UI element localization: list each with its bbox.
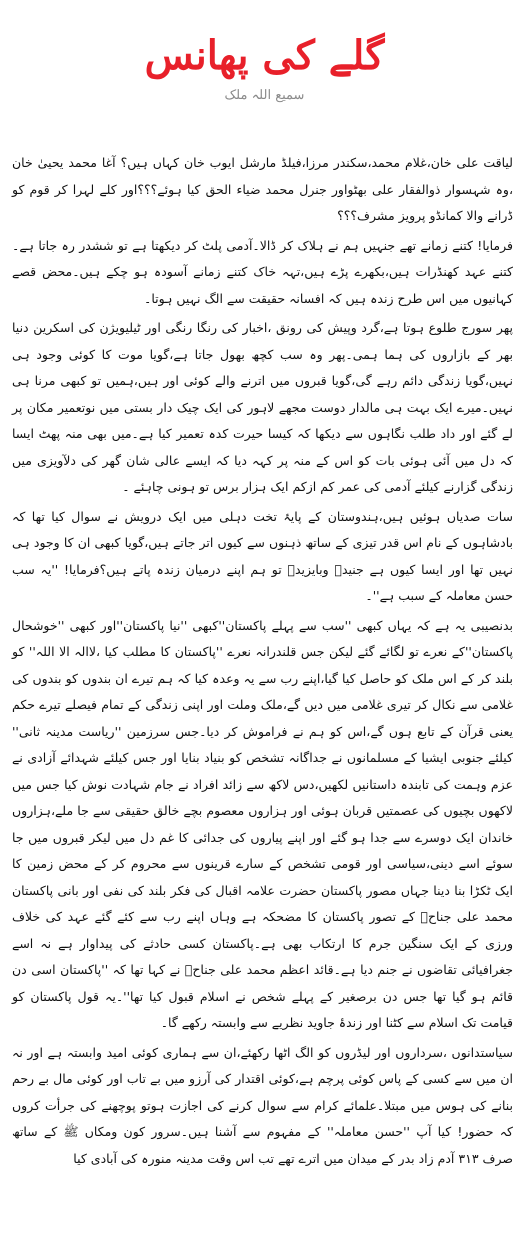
paragraph: فرمایا! کتنے زمانے تھے جنہیں ہم نے ہلاک کر ڈالا۔آدمی پلٹ کر دیکھتا ہے تو ششدر رہ جاتا ہے۔ کتنے عہد کھنڈرات ہیں،بکھرے پڑے ہیں،تہہ خاک کتنے زمانے آسودہ ہو چکے ہیں۔محض قصے کہانیوں میں اس طرح زندہ ہیں کہ افسانہ حقیقت سے الگ نہیں ہوتا۔	[12, 237, 513, 306]
paragraph: سیاستدانوں ،سرداروں اور لیڈروں کو الگ اٹھا رکھئے،ان سے ہماری کوئی امید وابستہ ہے اور نہ ان میں سے کسی کے پاس کوئی پرچم ہے،کوئی اقتدار کی آرزو میں بے تاب اور کوئی مال بے رحم بنانے کی ہوس میں مبتلا۔علمائے کرام سے سوال کرنے کی اجازت ہوتو پوچھنے کی جرأت کروں کہ حضور! کیا آپ ''حسن معاملہ'' کے مفہوم سے آشنا ہیں۔سرور کون ومکاں ﷺ کے ساتھ صرف ۳۱۳ آدم زاد بدر کے میدان میں اترے تھے تب اس وقت مدینہ منورہ کی آبادی کیا	[12, 1044, 513, 1166]
paragraph: سات صدیاں ہوئیں ہیں،ہندوستان کے پایۂ تخت دہلی میں ایک درویش نے سوال کیا تھا کہ بادشاہوں کے نام اس قدر تیزی کے ساتھ ذہنوں سے کیوں اتر جاتے ہیں،گویا کبھی ان کا وجود ہی نہیں تھا اور ایسا کیوں ہے جنیدؒ وبایزیدؒ تو ہم اپنے درمیان زندہ پاتے ہیں؟فرمایا! ''یہ سب حسن معاملہ کے سبب ہے''۔	[12, 508, 513, 603]
paragraph: بدنصیبی یہ ہے کہ یہاں کبھی ''سب سے پہلے پاکستان''کبھی ''نیا پاکستان''اور کبھی ''خوشحال پاکستان''کے نعرے تو لگائے گئے لیکن جس قلندرانہ نعرے ''پاکستان کا مطلب کیا ،لاالہ الا اللہ'' کو بلند کر کے اس ملک کو حاصل کیا گیا،اپنے رب سے یہ وعدہ کیا کہ ہم تیرے ان بندوں کو بندوں کی غلامی سے نکال کر تیری غلامی میں دیں گے،ملک وملت اور اپنی زندگی کے تمام فیصلے تیرے حکم یعنی قرآن کے تابع ہوں گے،اس کو ہم نے فراموش کر دیا۔جس سرزمین ''ریاست مدینہ ثانی'' کیلئے جنوبی ایشیا کے مسلمانوں نے جداگانہ تشخص کو بنیاد بنایا اور جس کیلئے شہدائے آزادی نے عزم وہمت کی تابندہ داستانیں لکھیں،دس لاکھ سے زائد افراد نے جام شہادت نوش کیا جس میں لاکھوں بچیوں کی عصمتیں قربان ہوئی اور ہزاروں معصوم بچے خالق حقیقی سے جا ملے،ہزاروں خاندان ایک دوسرے سے جدا ہو گئے اور اپنے پیاروں کی جدائی کا غم دل میں لیکر قبروں میں جا سوئے اسے دینی،سیاسی اور قومی تشخص کے سارے قرینوں سے محروم کر کے محض زمین کا ایک ٹکڑا بنا دینا جہاں مصور پاکستان حضرت علامہ اقبال کی فکر بلند کی نفی اور بانی پاکستان محمد علی جناحؒ کے تصور پاکستان کا مضحکہ ہے وہاں اپنے رب سے کئے گئے عہد کی خلاف ورزی کے ایک سنگین جرم کا ارتکاب بھی ہے۔پاکستان کسی حادثے کی پیداوار ہے نہ اسے جغرافیائی تقاضوں نے جنم دیا ہے۔قائد اعظم محمد علی جناحؒ نے کہا تھا کہ ''پاکستان اسی دن قائم ہو گیا تھا جس دن برصغیر کے پہلے شخص نے اسلام قبول کیا تھا''۔یہ قول پاکستان کو قیامت تک اسلام سے کٹنا اور زندۂ جاوید نظریے سے وابستہ رکھے گا۔	[12, 617, 513, 1030]
article-title: گلے کی پھانس	[144, 32, 385, 79]
article-body	[0, 150, 529, 1172]
paragraph: لیاقت علی خان،غلام محمد،سکندر مرزا،فیلڈ مارشل ایوب خان کہاں ہیں؟ آغا محمد یحییٰ خان ،وہ شہسوار ذوالفقار علی بھٹواور جنرل محمد ضیاء الحق کیا ہوئے؟؟؟اور کلے لہرا کر قوم کو ڈرانے والا کمانڈو پرویز مشرف؟؟؟	[12, 155, 513, 223]
paragraph: پھر سورج طلوع ہوتا ہے،گرد وپیش کی رونق ،اخبار کی رنگا رنگی اور ٹیلیویژن کی اسکرین دنیا بھر کے بازاروں کی ہما ہمی۔پھر وہ سب کچھ بھول جاتا ہے،گویا موت کا کوئی وجود ہی نہیں،گویا زندگی دائم رہے گی،گویا قبروں میں اترنے والے کوئی اور ہیں،ہمیں تو کبھی مرنا ہی نہیں۔میرے ایک بہت ہی مالدار دوست مجھے لاہور کی ایک چیک دار بستی میں نوتعمیر مکان پر لے گئے اور داد طلب نگاہوں سے دیکھا کہ کیسا حیرت کدہ تعمیر کیا ہے۔میں بھی منہ پھٹ ایسا کہ دل میں آئی ہوئی بات کو اس کے منہ پر کہہ دیا کہ ایسے عالی شان گھر کی دلآویزی میں زندگی گزارنے کیلئے آدمی کی عمر کم ازکم ایک ہزار برس تو ہونی چاہئے ۔	[12, 320, 513, 494]
author-byline: سمیع اللہ ملک	[224, 88, 305, 103]
